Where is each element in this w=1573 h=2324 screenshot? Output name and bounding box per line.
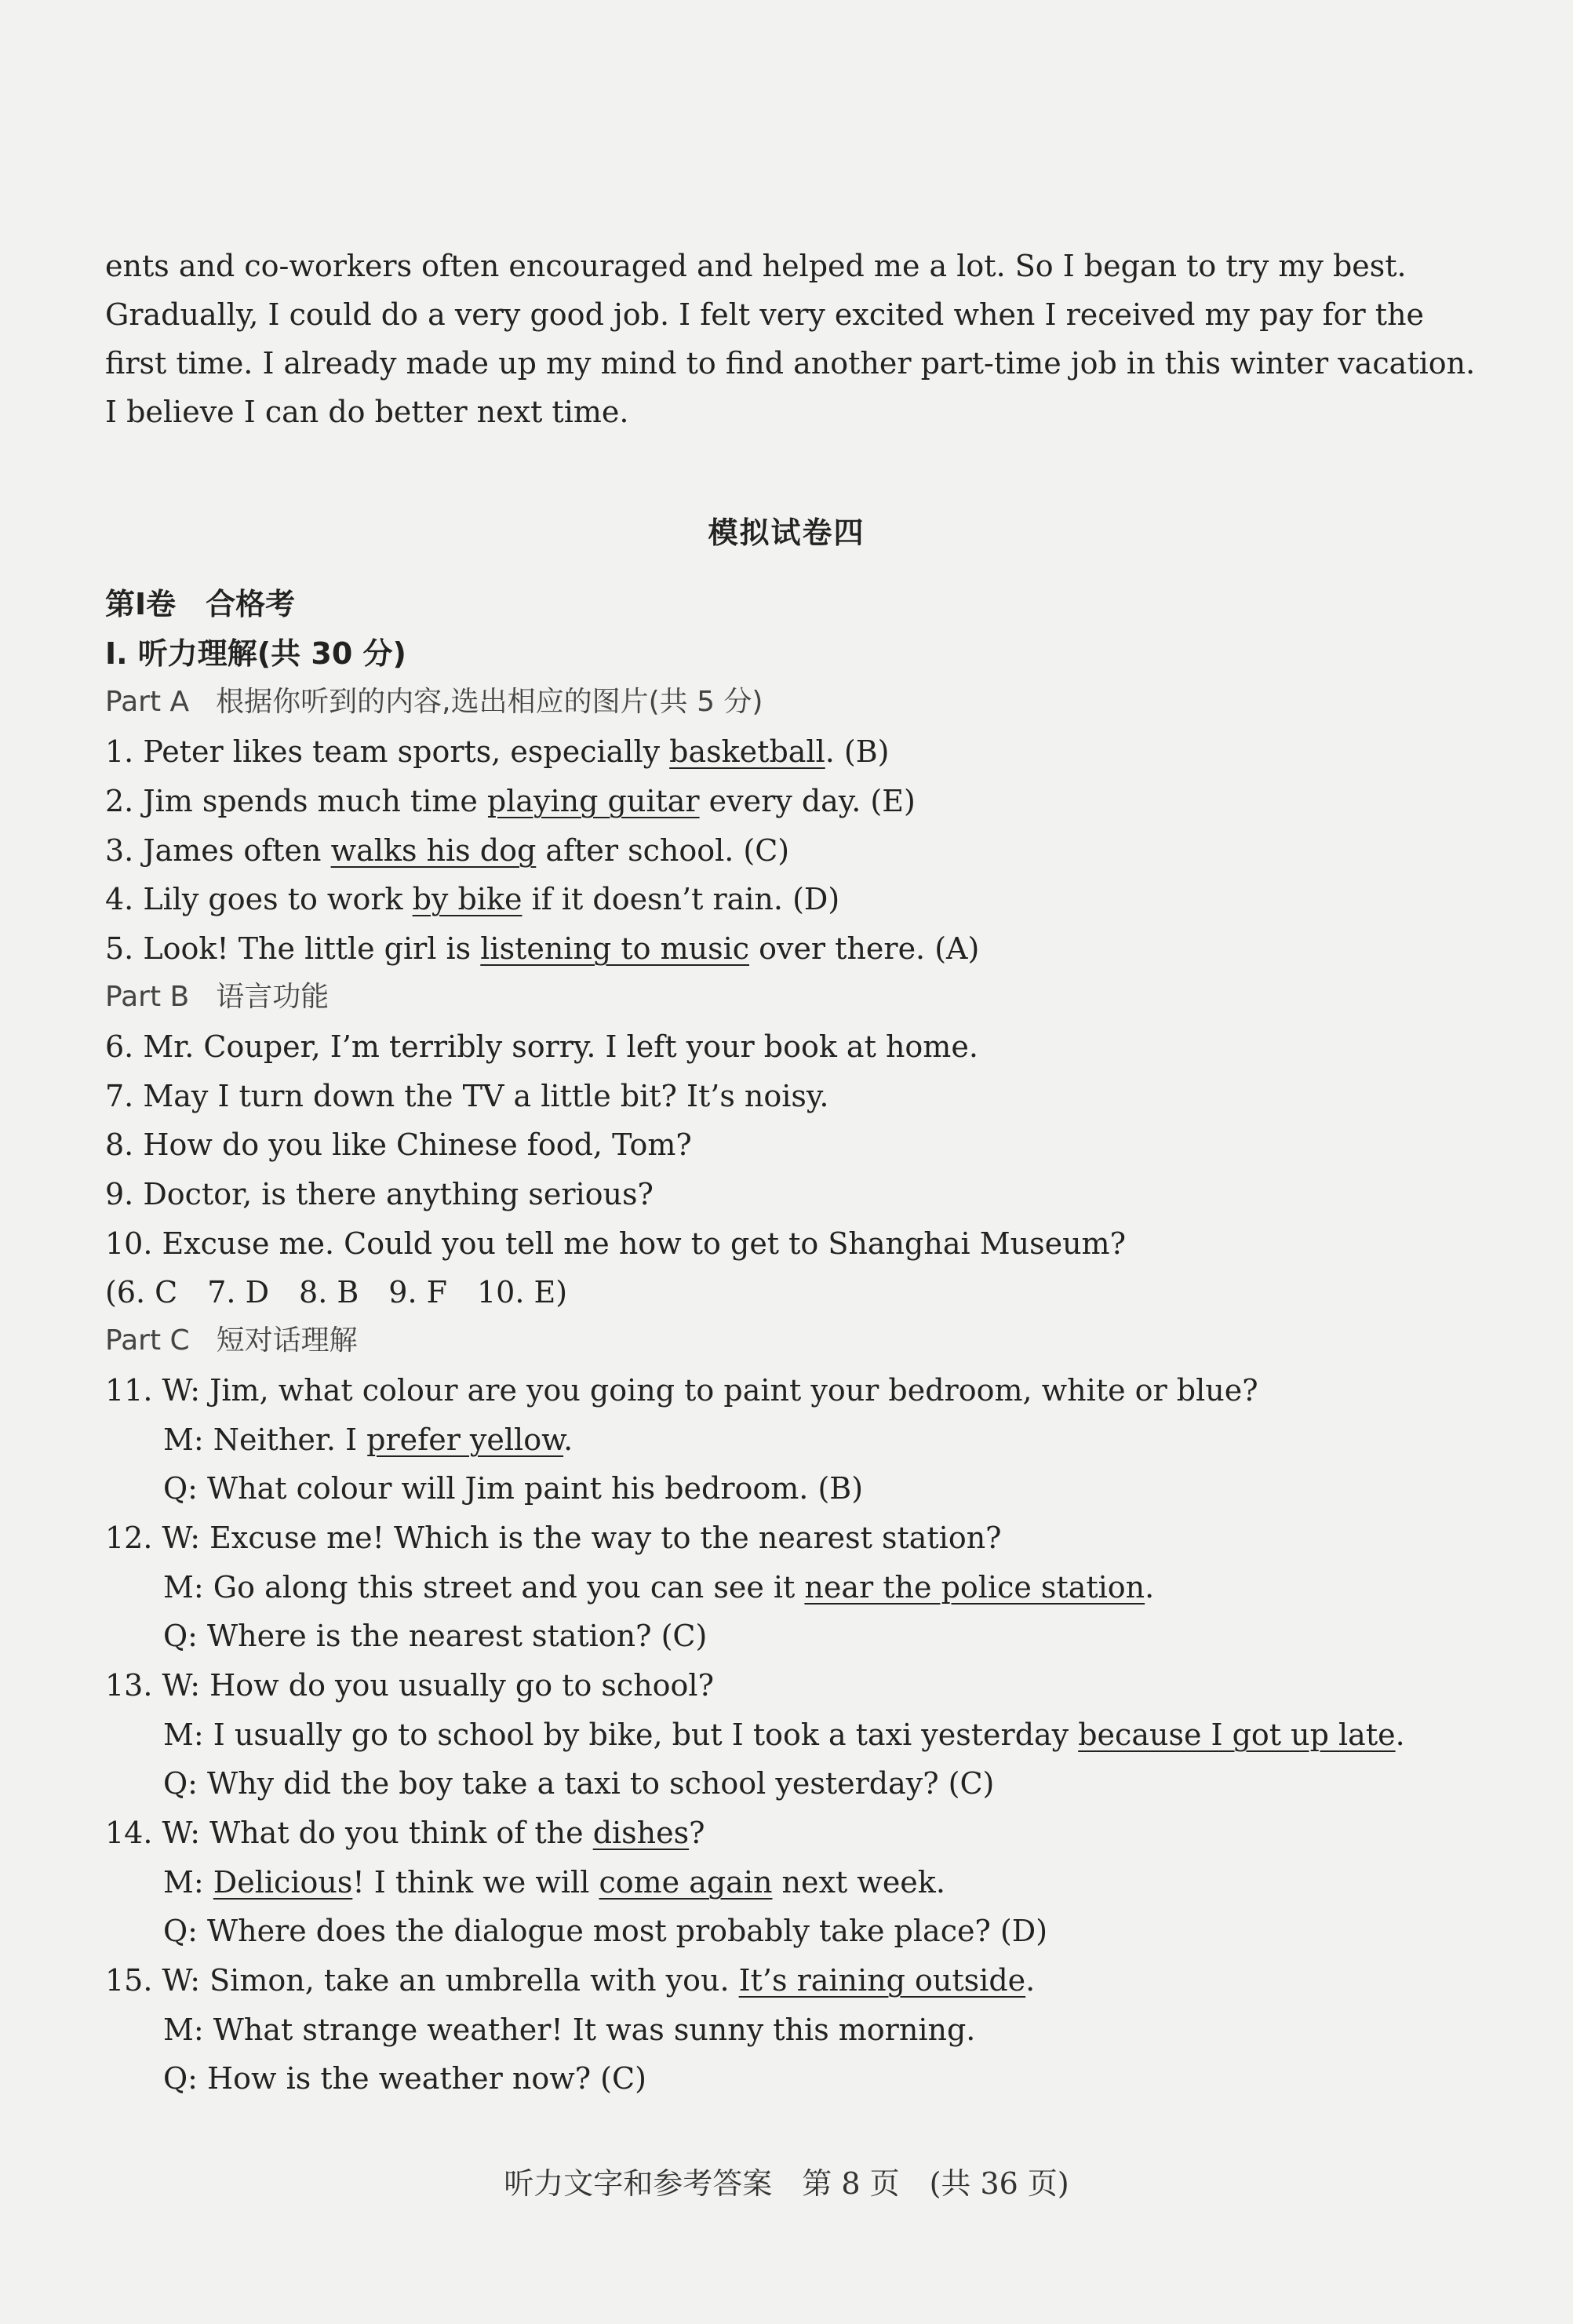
q11-man: M: Neither. I prefer yellow. (163, 1422, 573, 1457)
q11-question: Q: What colour will Jim paint his bedroom. (B) (163, 1471, 864, 1506)
answer-underline: walks his dog (330, 833, 537, 868)
q13-question: Q: Why did the boy take a taxi to school yesterday? (C) (163, 1766, 995, 1801)
answer-underline: playing guitar (486, 784, 700, 818)
q14-man: M: Delicious! I think we will come again next week. (163, 1865, 945, 1900)
answer-underline: by bike (412, 882, 523, 916)
page-footer: 听力文字和参考答案 第 8 页 (共 36 页) (504, 2166, 1069, 2201)
q12-woman: 12. W: Excuse me! Which is the way to the nearest station? (105, 1521, 1002, 1555)
answer-underline: basketball (669, 734, 825, 769)
part-c-heading (105, 1321, 358, 1361)
part-c-label: Part C (105, 1324, 190, 1357)
part-a-title: 根据你听到的内容,选出相应的图片(共 5 分) (216, 686, 763, 718)
answer-underline: dishes (592, 1816, 690, 1850)
q11-woman: 11. W: Jim, what colour are you going to paint your bedroom, white or blue? (105, 1373, 1258, 1408)
intro-line-2: Gradually, I could do a very good job. I felt very excited when I received my pay for the (105, 297, 1425, 332)
answer-underline: listening to music (480, 931, 750, 966)
part-a-item-2: 2. Jim spends much time playing guitar every day. (E) (105, 784, 916, 818)
part-b-answers: (6. C 7. D 8. B 9. F 10. E) (105, 1275, 568, 1310)
q15-man: M: What strange weather! It was sunny this morning. (163, 2013, 976, 2047)
section-heading: Ⅰ. 听力理解(共 30 分) (105, 636, 406, 671)
exam-title: 模拟试卷四 (708, 515, 865, 550)
answer-underline: Delicious (213, 1865, 353, 1900)
q13-man: M: I usually go to school by bike, but I took a taxi yesterday because I got up late. (163, 1718, 1405, 1752)
answer-underline: because I got up late (1078, 1718, 1396, 1752)
answer-underline: prefer yellow (366, 1422, 564, 1457)
part-a-heading (105, 683, 763, 722)
part-b-item-7: 7. May I turn down the TV a little bit? It’s noisy. (105, 1079, 829, 1113)
part-b-title: 语言功能 (216, 981, 330, 1013)
part-b-item-10: 10. Excuse me. Could you tell me how to get to Shanghai Museum? (105, 1226, 1126, 1261)
q15-question: Q: How is the weather now? (C) (163, 2061, 646, 2096)
part-c-title: 短对话理解 (216, 1324, 358, 1357)
q13-woman: 13. W: How do you usually go to school? (105, 1668, 714, 1703)
q14-woman: 14. W: What do you think of the dishes? (105, 1816, 705, 1850)
part-b-item-8: 8. How do you like Chinese food, Tom? (105, 1127, 692, 1162)
q15-woman: 15. W: Simon, take an umbrella with you. It’s raining outside. (105, 1963, 1036, 1998)
part-a-label: Part A (105, 686, 190, 718)
part-b-label: Part B (105, 981, 190, 1013)
q14-question: Q: Where does the dialogue most probably take place? (D) (163, 1914, 1048, 1948)
intro-line-3: first time. I already made up my mind to find another part-time job in this winter vacation. (105, 346, 1476, 381)
q12-man: M: Go along this street and you can see it near the police station. (163, 1570, 1155, 1605)
answer-underline: near the police station (804, 1570, 1145, 1605)
intro-paragraph (105, 242, 1486, 436)
answer-underline: come again (599, 1865, 773, 1900)
part-a-item-4: 4. Lily goes to work by bike if it doesn’t rain. (D) (105, 882, 840, 916)
part-a-item-3: 3. James often walks his dog after school. (C) (105, 833, 790, 868)
part-a-item-1: 1. Peter likes team sports, especially basketball. (B) (105, 734, 890, 769)
q12-question: Q: Where is the nearest station? (C) (163, 1619, 708, 1653)
intro-line-1: ents and co-workers often encouraged and helped me a lot. So I began to try my best. (105, 249, 1407, 283)
part-b-item-6: 6. Mr. Couper, I’m terribly sorry. I left your book at home. (105, 1029, 978, 1064)
part-b-heading (105, 978, 329, 1017)
intro-line-4: I believe I can do better next time. (105, 395, 629, 429)
part-a-item-5: 5. Look! The little girl is listening to music over there. (A) (105, 931, 980, 966)
volume-heading: 第Ⅰ卷 合格考 (105, 587, 296, 621)
part-b-item-9: 9. Doctor, is there anything serious? (105, 1177, 654, 1211)
answer-underline: It’s raining outside (738, 1963, 1026, 1998)
